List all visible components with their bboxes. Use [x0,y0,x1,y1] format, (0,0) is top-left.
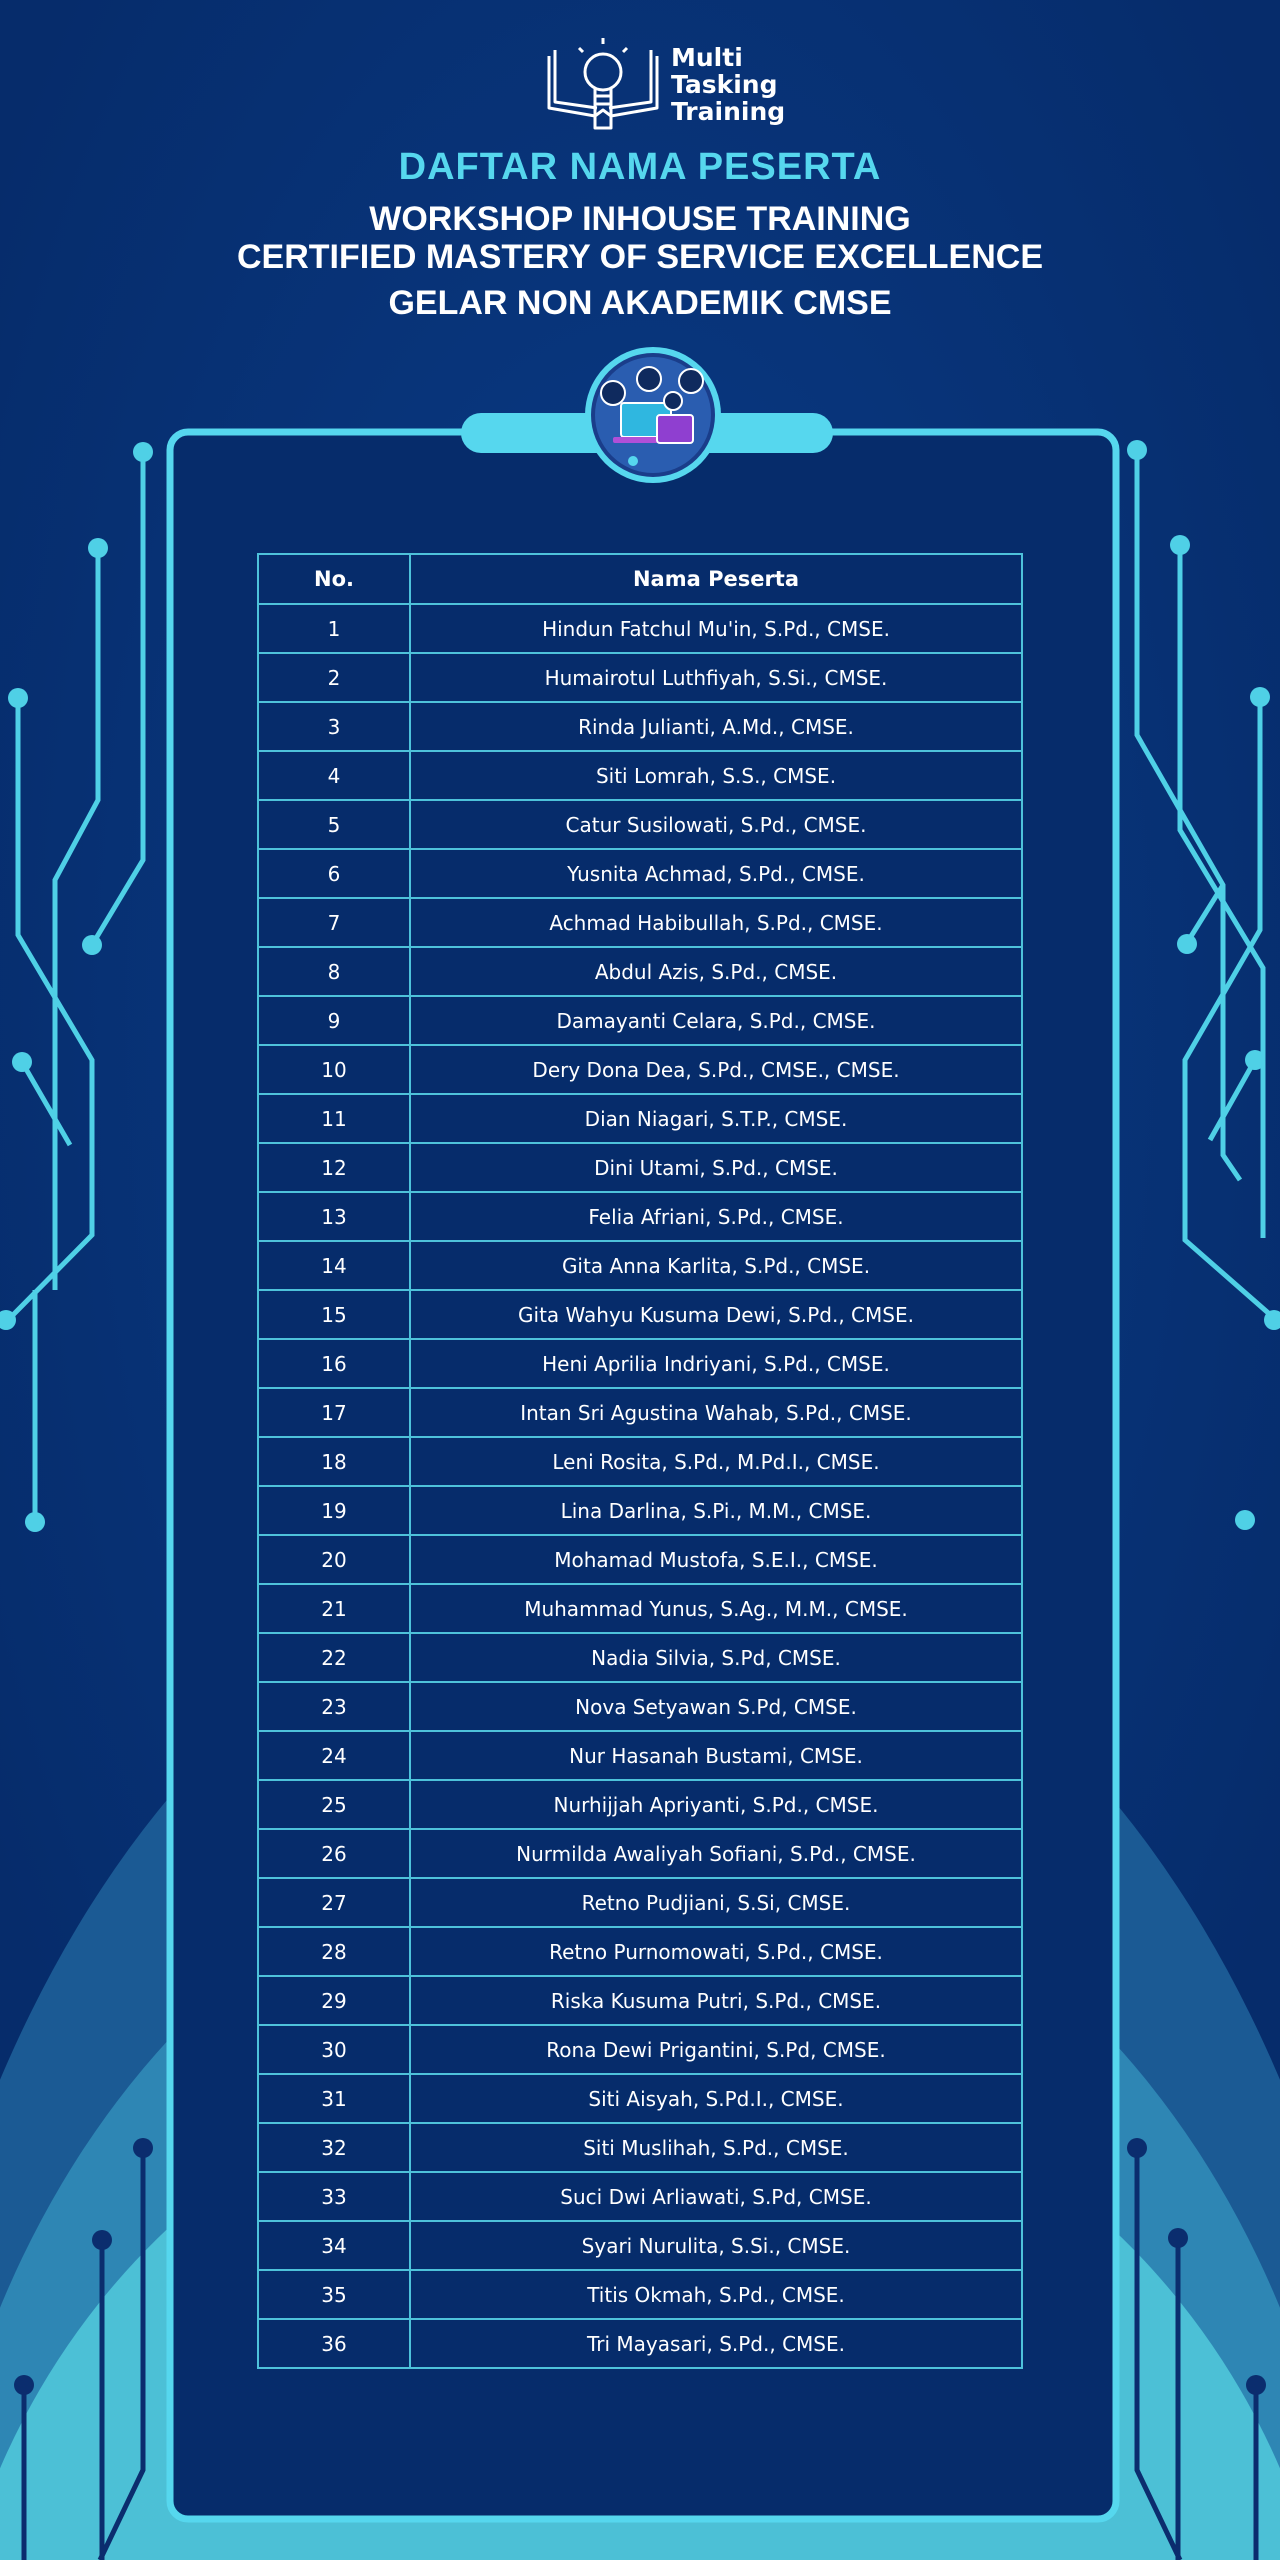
table-row [258,2270,1022,2319]
participant-name: Lina Darlina, S.Pi., M.M., CMSE. [410,1486,1022,1535]
participant-name: Dini Utami, S.Pd., CMSE. [410,1143,1022,1192]
row-number: 24 [258,1731,410,1780]
brand-logo [545,36,795,132]
participant-name: Syari Nurulita, S.Si., CMSE. [410,2221,1022,2270]
brand-name [671,44,785,125]
table-row [258,898,1022,947]
participant-name: Mohamad Mustofa, S.E.I., CMSE. [410,1535,1022,1584]
row-number: 2 [258,653,410,702]
participant-name: Intan Sri Agustina Wahab, S.Pd., CMSE. [410,1388,1022,1437]
table-row [258,1829,1022,1878]
participant-name: Rona Dewi Prigantini, S.Pd, CMSE. [410,2025,1022,2074]
table-row [258,2221,1022,2270]
participant-name: Retno Pudjiani, S.Si, CMSE. [410,1878,1022,1927]
table-row [258,1976,1022,2025]
row-number: 31 [258,2074,410,2123]
participant-name: Dery Dona Dea, S.Pd., CMSE., CMSE. [410,1045,1022,1094]
table-row [258,1927,1022,1976]
row-number: 9 [258,996,410,1045]
table-row [258,702,1022,751]
participant-name: Nadia Silvia, S.Pd, CMSE. [410,1633,1022,1682]
table-row [258,1143,1022,1192]
row-number: 28 [258,1927,410,1976]
brand-line-2: Tasking [671,69,778,99]
participant-name: Nova Setyawan S.Pd, CMSE. [410,1682,1022,1731]
row-number: 17 [258,1388,410,1437]
participant-name: Riska Kusuma Putri, S.Pd., CMSE. [410,1976,1022,2025]
table-row [258,2025,1022,2074]
row-number: 25 [258,1780,410,1829]
table-row [258,1339,1022,1388]
participant-name: Catur Susilowati, S.Pd., CMSE. [410,800,1022,849]
table-row [258,947,1022,996]
row-number: 10 [258,1045,410,1094]
participant-name: Siti Aisyah, S.Pd.I., CMSE. [410,2074,1022,2123]
row-number: 7 [258,898,410,947]
row-number: 12 [258,1143,410,1192]
column-header-number: No. [258,554,410,604]
table-row [258,1388,1022,1437]
table-row [258,1878,1022,1927]
row-number: 11 [258,1094,410,1143]
column-header-name: Nama Peserta [410,554,1022,604]
table-row [258,2123,1022,2172]
row-number: 3 [258,702,410,751]
degree-title: GELAR NON AKADEMIK CMSE [388,284,892,322]
page-title: DAFTAR NAMA PESERTA [398,146,882,188]
row-number: 14 [258,1241,410,1290]
row-number: 6 [258,849,410,898]
row-number: 33 [258,2172,410,2221]
table-row [258,1633,1022,1682]
brand-line-3: Training [671,96,786,126]
row-number: 23 [258,1682,410,1731]
participant-name: Nurmilda Awaliyah Sofiani, S.Pd., CMSE. [410,1829,1022,1878]
table-row [258,1486,1022,1535]
participants-table-container [257,553,1023,2369]
row-number: 13 [258,1192,410,1241]
participant-name: Rinda Julianti, A.Md., CMSE. [410,702,1022,751]
row-number: 5 [258,800,410,849]
row-number: 30 [258,2025,410,2074]
row-number: 4 [258,751,410,800]
row-number: 19 [258,1486,410,1535]
participant-name: Retno Purnomowati, S.Pd., CMSE. [410,1927,1022,1976]
table-row [258,1437,1022,1486]
table-row [258,1780,1022,1829]
participant-name: Gita Anna Karlita, S.Pd., CMSE. [410,1241,1022,1290]
workshop-title-line-1: WORKSHOP INHOUSE TRAINING [369,200,911,238]
table-row [258,1045,1022,1094]
table-row [258,1192,1022,1241]
participant-name: Siti Muslihah, S.Pd., CMSE. [410,2123,1022,2172]
table-row [258,1241,1022,1290]
technology-devices-icon [583,345,723,485]
row-number: 1 [258,604,410,653]
row-number: 29 [258,1976,410,2025]
participant-name: Gita Wahyu Kusuma Dewi, S.Pd., CMSE. [410,1290,1022,1339]
table-row [258,653,1022,702]
table-row [258,751,1022,800]
lightbulb-book-icon [545,36,661,132]
participant-name: Titis Okmah, S.Pd., CMSE. [410,2270,1022,2319]
row-number: 36 [258,2319,410,2368]
participant-name: Suci Dwi Arliawati, S.Pd, CMSE. [410,2172,1022,2221]
participant-name: Hindun Fatchul Mu'in, S.Pd., CMSE. [410,604,1022,653]
participant-name: Siti Lomrah, S.S., CMSE. [410,751,1022,800]
row-number: 32 [258,2123,410,2172]
table-row [258,1290,1022,1339]
participant-name: Damayanti Celara, S.Pd., CMSE. [410,996,1022,1045]
table-row [258,1535,1022,1584]
participant-name: Nur Hasanah Bustami, CMSE. [410,1731,1022,1780]
participant-name: Yusnita Achmad, S.Pd., CMSE. [410,849,1022,898]
participant-name: Nurhijjah Apriyanti, S.Pd., CMSE. [410,1780,1022,1829]
participant-name: Leni Rosita, S.Pd., M.Pd.I., CMSE. [410,1437,1022,1486]
table-row [258,1731,1022,1780]
participant-name: Achmad Habibullah, S.Pd., CMSE. [410,898,1022,947]
brand-line-1: Multi [671,42,743,72]
table-row [258,2172,1022,2221]
row-number: 27 [258,1878,410,1927]
participants-table [257,553,1023,2369]
table-row [258,1682,1022,1731]
participant-name: Tri Mayasari, S.Pd., CMSE. [410,2319,1022,2368]
participant-name: Dian Niagari, S.T.P., CMSE. [410,1094,1022,1143]
participant-name: Felia Afriani, S.Pd., CMSE. [410,1192,1022,1241]
row-number: 21 [258,1584,410,1633]
participant-name: Heni Aprilia Indriyani, S.Pd., CMSE. [410,1339,1022,1388]
table-row [258,996,1022,1045]
participant-name: Muhammad Yunus, S.Ag., M.M., CMSE. [410,1584,1022,1633]
row-number: 22 [258,1633,410,1682]
row-number: 26 [258,1829,410,1878]
table-row [258,604,1022,653]
table-header-row [258,554,1022,604]
table-row [258,849,1022,898]
row-number: 16 [258,1339,410,1388]
row-number: 15 [258,1290,410,1339]
table-row [258,1584,1022,1633]
row-number: 8 [258,947,410,996]
row-number: 20 [258,1535,410,1584]
workshop-title [0,200,1280,276]
participant-name: Abdul Azis, S.Pd., CMSE. [410,947,1022,996]
row-number: 18 [258,1437,410,1486]
workshop-title-line-2: CERTIFIED MASTERY OF SERVICE EXCELLENCE [236,238,1044,276]
table-body [258,604,1022,2368]
table-row [258,1094,1022,1143]
table-row [258,2319,1022,2368]
table-row [258,800,1022,849]
row-number: 34 [258,2221,410,2270]
row-number: 35 [258,2270,410,2319]
table-row [258,2074,1022,2123]
participant-name: Humairotul Luthfiyah, S.Si., CMSE. [410,653,1022,702]
